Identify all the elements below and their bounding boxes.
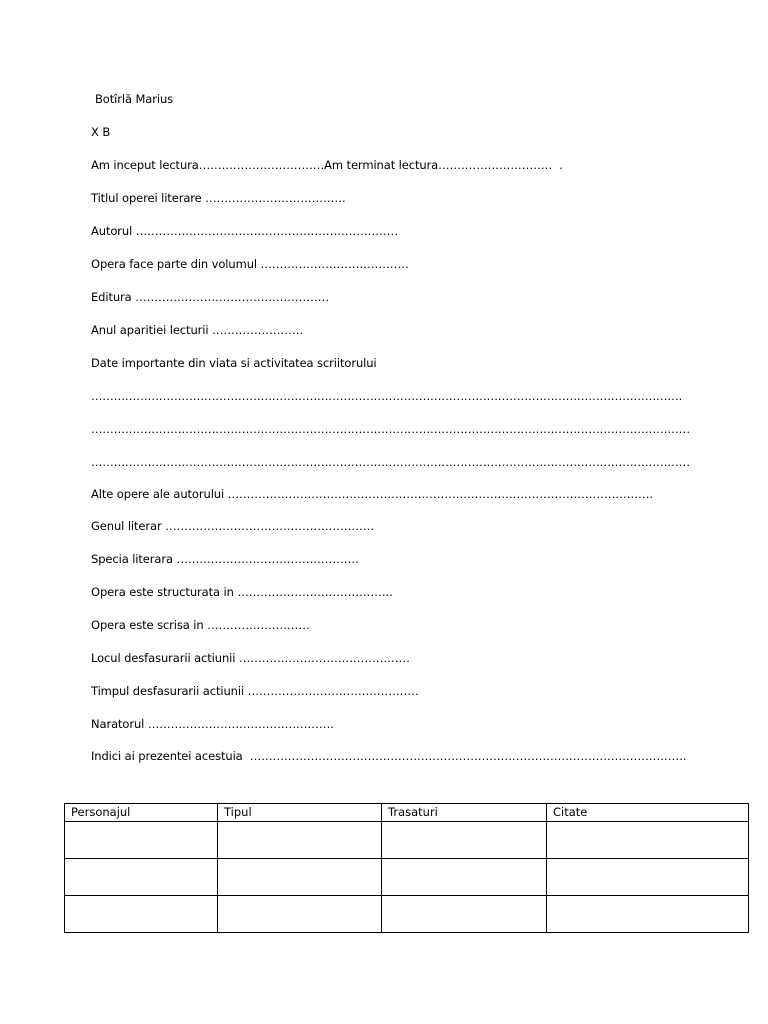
- structure-field[interactable]: Opera este structurata in …………………………………..: [91, 585, 393, 599]
- reading-dates-field[interactable]: Am inceput lectura……………………………Am terminat lectura………………………… .: [91, 158, 563, 172]
- table-cell[interactable]: [218, 859, 382, 896]
- table-header-row: [65, 804, 749, 822]
- year-field[interactable]: Anul aparitiei lecturii ……………………: [91, 323, 304, 337]
- class-name: X B: [91, 125, 111, 139]
- bio-line-2[interactable]: ……………………………………………………………………………………………………………………………………………: [91, 422, 690, 436]
- title-field[interactable]: Titlul operei literare ……………………………….: [91, 191, 346, 205]
- table-cell[interactable]: [65, 822, 218, 859]
- header-personajul: Personajul: [65, 804, 218, 822]
- place-field[interactable]: Locul desfasurarii actiunii ………………………………………: [91, 651, 410, 665]
- bio-line-3[interactable]: ……………………………………………………………………………………………………………………………………………: [91, 455, 690, 469]
- species-field[interactable]: Specia literara …………………………………………: [91, 552, 359, 566]
- table-cell[interactable]: [65, 896, 218, 933]
- publisher-field[interactable]: Editura ……………………………………………: [91, 290, 329, 304]
- table-cell[interactable]: [547, 859, 749, 896]
- table-cell[interactable]: [547, 896, 749, 933]
- written-in-field[interactable]: Opera este scrisa in ………………………: [91, 618, 310, 632]
- genre-field[interactable]: Genul literar ……………………………………………….: [91, 519, 374, 533]
- table-cell[interactable]: [65, 859, 218, 896]
- table-row: [65, 859, 749, 896]
- table-cell[interactable]: [547, 822, 749, 859]
- volume-field[interactable]: Opera face parte din volumul …………………………………: [91, 257, 409, 271]
- narrator-clues-field[interactable]: Indici ai prezentei acestuia …………………………………………………………………………………………………….: [91, 749, 687, 763]
- bio-line-1[interactable]: ………………………………………………………………………………………………………………………………………….: [91, 389, 683, 403]
- characters-table: [64, 803, 749, 933]
- table-cell[interactable]: [382, 859, 547, 896]
- narrator-field[interactable]: Naratorul ………………………………………….: [91, 717, 334, 731]
- table-row: [65, 822, 749, 859]
- table-cell[interactable]: [218, 896, 382, 933]
- table-cell[interactable]: [218, 822, 382, 859]
- table-cell[interactable]: [382, 896, 547, 933]
- time-field[interactable]: Timpul desfasurarii actiunii ………………………………………: [91, 684, 419, 698]
- header-trasaturi: Trasaturi: [382, 804, 547, 822]
- other-works-field[interactable]: Alte opere ale autorului ………………………………………………………………………………………………….: [91, 487, 653, 501]
- bio-label: Date importante din viata si activitatea scriitorului: [91, 356, 377, 370]
- header-citate: Citate: [547, 804, 749, 822]
- author-field[interactable]: Autorul ……………………………………………………………: [91, 224, 398, 238]
- header-tipul: Tipul: [218, 804, 382, 822]
- table-row: [65, 896, 749, 933]
- student-name: Botîrlă Marius: [95, 92, 174, 106]
- table-cell[interactable]: [382, 822, 547, 859]
